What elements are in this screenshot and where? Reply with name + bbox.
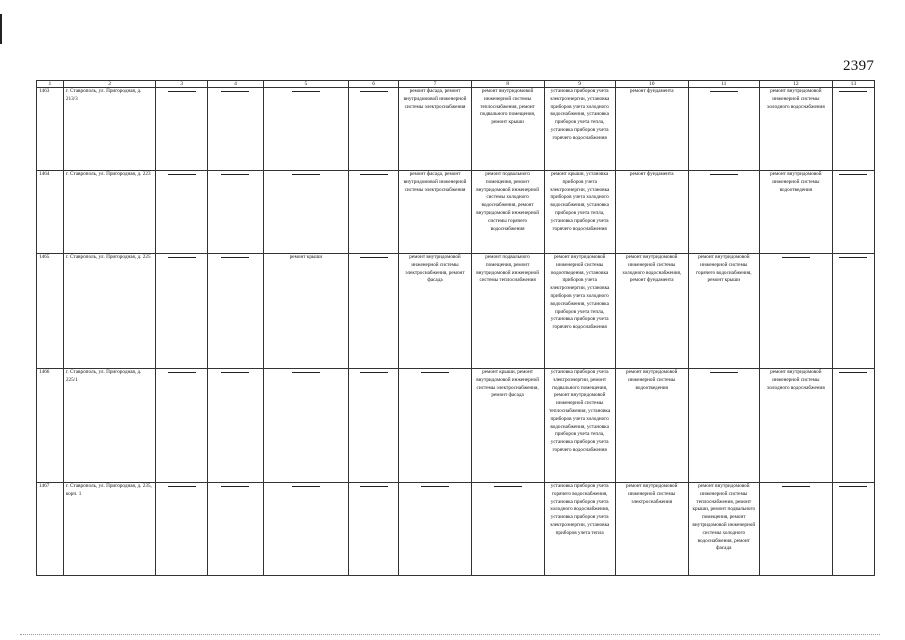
works-cell: ремонт фасада, ремонт внутридомовой инженерной системы электроснабжения <box>399 88 471 171</box>
empty-dash-cell <box>759 254 832 369</box>
works-cell: ремонт внутридомовой инженерной системы теплоснабжения, ремонт крыши, ремонт подвального помещения, ремонт внутридомовой инженерной системы холодного водоснабжения, ремонт фасада <box>688 483 759 576</box>
empty-dash-cell <box>208 88 264 171</box>
dash-mark <box>710 174 738 175</box>
dash-mark <box>421 486 449 487</box>
works-cell: установка приборов учета электроэнергии, установка приборов учета холодного водоснабжения, установка приборов учета тепла, установка приборов учета горячего водоснабжения <box>544 88 615 171</box>
works-cell: ремонт внутридомовой инженерной системы холодного водоснабжения, ремонт фундамента <box>615 254 688 369</box>
dash-mark <box>782 257 810 258</box>
dash-mark <box>839 174 867 175</box>
column-header: 9 <box>544 81 615 88</box>
dash-mark <box>839 486 867 487</box>
table-row <box>37 483 875 576</box>
works-cell: ремонт внутридомовой инженерной системы теплоснабжения, ремонт подвального помещения, ремонт крыши <box>471 88 544 171</box>
column-header: 10 <box>615 81 688 88</box>
address-cell: г. Ставрополь, ул. Пригородная, д. 223 <box>63 171 156 254</box>
table-row <box>37 254 875 369</box>
dash-mark <box>221 174 249 175</box>
empty-dash-cell <box>348 369 399 483</box>
empty-dash-cell <box>263 171 348 254</box>
dash-mark <box>221 372 249 373</box>
empty-dash-cell <box>348 88 399 171</box>
empty-dash-cell <box>263 88 348 171</box>
empty-dash-cell <box>688 88 759 171</box>
works-cell: ремонт внутридомовой инженерной системы водоотведения <box>615 369 688 483</box>
dash-mark <box>360 257 388 258</box>
works-cell: ремонт подвального помещения, ремонт внутридомовой инженерной системы холодного водоснабжения, ремонт внутридомовой инженерной системы горячего водоснабжения <box>471 171 544 254</box>
empty-dash-cell <box>263 483 348 576</box>
works-cell: ремонт подвального помещения, ремонт внутридомовой инженерной системы теплоснабжения <box>471 254 544 369</box>
empty-dash-cell <box>156 483 208 576</box>
column-number-row <box>37 81 875 88</box>
works-cell: ремонт крыши, установка приборов учета электроэнергии, установка приборов учета холодного водоснабжения, установка приборов учета тепла, установка приборов учета горячего водоснабжения <box>544 171 615 254</box>
empty-dash-cell <box>759 483 832 576</box>
dash-mark <box>292 91 320 92</box>
works-cell: ремонт внутридомовой инженерной системы электроснабжения, ремонт фасада <box>399 254 471 369</box>
dash-mark <box>710 372 738 373</box>
table-row <box>37 369 875 483</box>
address-cell: г. Ставрополь, ул. Пригородная, д. 235, корп. 1 <box>63 483 156 576</box>
empty-dash-cell <box>208 254 264 369</box>
works-cell: установка приборов учета электроэнергии, ремонт подвального помещения, ремонт внутридомовой инженерной системы теплоснабжения, установка приборов учета холодного водоснабжения, установка приборов учета тепла, установка приборов учета горячего водоснабжения <box>544 369 615 483</box>
column-header: 6 <box>348 81 399 88</box>
column-header: 3 <box>156 81 208 88</box>
dash-mark <box>360 174 388 175</box>
works-cell: ремонт внутридомовой инженерной системы электроснабжения <box>615 483 688 576</box>
empty-dash-cell <box>156 369 208 483</box>
column-header: 12 <box>759 81 832 88</box>
empty-dash-cell <box>348 171 399 254</box>
empty-dash-cell <box>688 369 759 483</box>
empty-dash-cell <box>348 254 399 369</box>
dash-mark <box>168 91 196 92</box>
dash-mark <box>839 257 867 258</box>
page-number: 2397 <box>843 58 875 74</box>
dash-mark <box>360 91 388 92</box>
row-number-cell: 1465 <box>37 254 64 369</box>
column-header: 1 <box>37 81 64 88</box>
empty-dash-cell <box>399 369 471 483</box>
empty-dash-cell <box>832 171 874 254</box>
row-number-cell: 1466 <box>37 369 64 483</box>
works-cell: ремонт внутридомовой инженерной системы водоотведения <box>759 171 832 254</box>
works-cell: ремонт внутридомовой инженерной системы холодного водоснабжения <box>759 369 832 483</box>
empty-dash-cell <box>832 254 874 369</box>
row-number-cell: 1464 <box>37 171 64 254</box>
row-number-cell: 1467 <box>37 483 64 576</box>
scan-edge-mark <box>0 14 2 44</box>
works-cell: ремонт фасада, ремонт внутридомовой инженерной системы электроснабжения <box>399 171 471 254</box>
dash-mark <box>168 257 196 258</box>
dash-mark <box>421 372 449 373</box>
empty-dash-cell <box>156 171 208 254</box>
empty-dash-cell <box>471 483 544 576</box>
works-cell: установка приборов учета горячего водоснабжения, установка приборов учета холодного водоснабжения, установка приборов учета электроэнергии, установка приборов учета тепла <box>544 483 615 576</box>
empty-dash-cell <box>208 483 264 576</box>
empty-dash-cell <box>348 483 399 576</box>
column-header: 13 <box>832 81 874 88</box>
empty-dash-cell <box>688 171 759 254</box>
dash-mark <box>782 486 810 487</box>
works-cell: ремонт крыши <box>263 254 348 369</box>
empty-dash-cell <box>156 254 208 369</box>
dash-mark <box>168 174 196 175</box>
works-cell: ремонт внутридомовой инженерной системы водоотведения, установка приборов учета электроэнергии, установка приборов учета холодного водоснабжения, установка приборов учета тепла, установка приборов учета горячего водоснабжения <box>544 254 615 369</box>
address-cell: г. Ставрополь, ул. Пригородная, д. 225/1 <box>63 369 156 483</box>
empty-dash-cell <box>156 88 208 171</box>
empty-dash-cell <box>832 483 874 576</box>
table-row <box>37 88 875 171</box>
empty-dash-cell <box>208 171 264 254</box>
table-row <box>37 171 875 254</box>
repair-schedule-table <box>36 80 875 576</box>
dash-mark <box>292 372 320 373</box>
dash-mark <box>360 372 388 373</box>
works-cell: ремонт фундамента <box>615 88 688 171</box>
works-cell: ремонт крыши, ремонт внутридомовой инженерной системы электроснабжения, ремонт фасада <box>471 369 544 483</box>
dash-mark <box>839 91 867 92</box>
works-cell: ремонт внутридомовой инженерной системы холодного водоснабжения <box>759 88 832 171</box>
dash-mark <box>221 257 249 258</box>
dash-mark <box>839 372 867 373</box>
address-cell: г. Ставрополь, ул. Пригородная, д. 225 <box>63 254 156 369</box>
scan-bottom-noise <box>20 634 880 636</box>
empty-dash-cell <box>263 369 348 483</box>
column-header: 5 <box>263 81 348 88</box>
column-header: 2 <box>63 81 156 88</box>
empty-dash-cell <box>832 88 874 171</box>
address-cell: г. Ставрополь, ул. Пригородная, д. 213/3 <box>63 88 156 171</box>
dash-mark <box>168 372 196 373</box>
dash-mark <box>221 486 249 487</box>
dash-mark <box>710 91 738 92</box>
dash-mark <box>494 486 522 487</box>
empty-dash-cell <box>208 369 264 483</box>
dash-mark <box>168 486 196 487</box>
dash-mark <box>292 174 320 175</box>
dash-mark <box>221 91 249 92</box>
dash-mark <box>360 486 388 487</box>
dash-mark <box>292 486 320 487</box>
works-cell: ремонт фундамента <box>615 171 688 254</box>
column-header: 4 <box>208 81 264 88</box>
column-header: 8 <box>471 81 544 88</box>
column-header: 7 <box>399 81 471 88</box>
row-number-cell: 1463 <box>37 88 64 171</box>
column-header: 11 <box>688 81 759 88</box>
empty-dash-cell <box>399 483 471 576</box>
empty-dash-cell <box>832 369 874 483</box>
works-cell: ремонт внутридомовой инженерной системы горячего водоснабжения, ремонт крыши <box>688 254 759 369</box>
